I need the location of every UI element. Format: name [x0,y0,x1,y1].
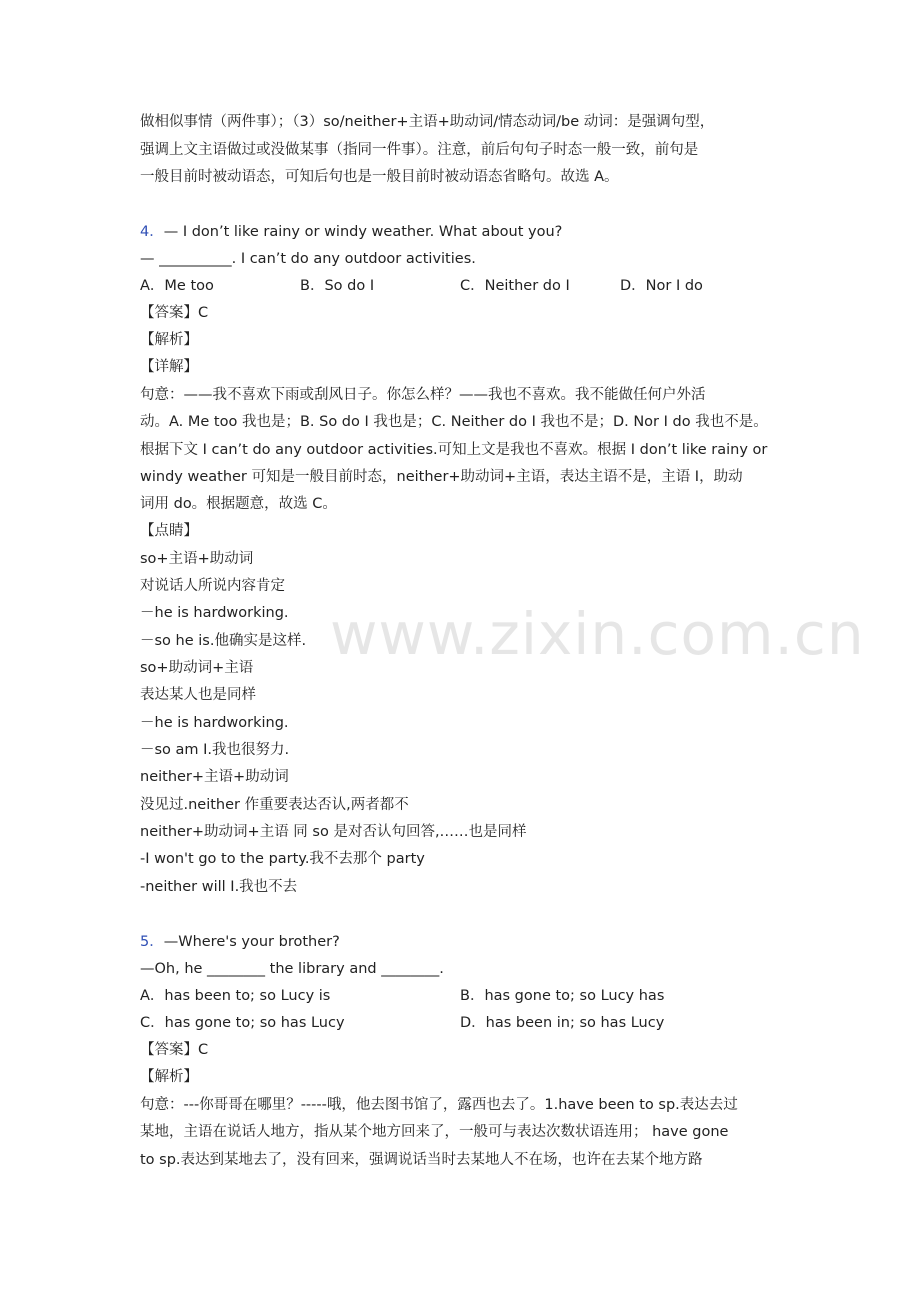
tip-line: -neither will I.我也不去 [140,879,298,895]
detail-line: 句意：——我不喜欢下雨或刮风日子。你怎么样？——我也不喜欢。我不能做任何户外活 [140,387,706,403]
tip-line: 对说话人所说内容肯定 [140,578,285,594]
question-4-line-1 [140,222,562,242]
tip-line: －he is hardworking. [140,605,289,621]
detail-line: 动。A. Me too 我也是；B. So do I 我也是；C. Neither do I 我也不是；D. Nor I do 我也不是。 [140,414,768,430]
tip-line: －so am I.我也很努力. [140,742,290,758]
tip-line: 没见过.neither 作重要表达否认,两者都不 [140,797,409,813]
tip-line: neither+助动词+主语 同 so 是对否认句回答,……也是同样 [140,824,527,840]
detail-line: 根据下文 I can’t do any outdoor activities.可知上文是我也不喜欢。根据 I don’t like rainy or [140,442,768,458]
option-d: D．Nor I do [620,278,703,294]
option-a: A．has been to; so Lucy is [140,988,331,1004]
detail-label: 【详解】 [140,359,198,375]
intro-line: 强调上文主语做过或没做某事（指同一件事）。注意，前后句句子时态一般一致，前句是 [140,142,699,158]
option-d: D．has been in; so has Lucy [460,1015,665,1031]
tip-line: 表达某人也是同样 [140,687,256,703]
analysis-label: 【解析】 [140,1069,198,1085]
option-b: B．has gone to; so Lucy has [460,988,665,1004]
answer-label: 【答案】C [140,1042,209,1058]
tip-line: neither+主语+助动词 [140,769,289,785]
question-5-line-1 [140,932,340,952]
tip-line: -I won't go to the party.我不去那个 party [140,851,425,867]
intro-line: 做相似事情（两件事）；（3）so/neither+主语+助动词/情态动词/be 动词：是强调句型， [140,114,715,130]
tip-line: －so he is.他确实是这样. [140,633,307,649]
question-number: 4． [140,224,164,240]
detail-line: windy weather 可知是一般目前时态，neither+助动词+主语，表达主语不是，主语 I，助动 [140,469,743,485]
question-4-line-2: — __________. I can’t do any outdoor activities. [140,251,476,267]
option-c: C．has gone to; so has Lucy [140,1015,345,1031]
analysis-line: 某地，主语在说话人地方，指从某个地方回来了，一般可与表达次数状语连用； have gone [140,1124,729,1140]
question-text: —Where's your brother? [163,934,340,950]
intro-line: 一般目前时被动语态，可知后句也是一般目前时被动语态省略句。故选 A。 [140,169,619,185]
tip-line: so+主语+助动词 [140,551,254,567]
analysis-line: 句意：---你哥哥在哪里？-----哦，他去图书馆了，露西也去了。1.have been to sp.表达去过 [140,1097,738,1113]
answer-label: 【答案】C [140,305,209,321]
watermark: www.zixin.com.cn [330,600,865,668]
tip-line: －he is hardworking. [140,715,289,731]
analysis-label: 【解析】 [140,332,198,348]
question-5-line-2: —Oh, he ________ the library and ________. [140,961,444,977]
analysis-line: to sp.表达到某地去了，没有回来，强调说话当时去某地人不在场，也许在去某个地方路 [140,1152,703,1168]
tip-line: so+助动词+主语 [140,660,254,676]
question-number: 5． [140,934,164,950]
tip-label: 【点睛】 [140,523,198,539]
option-b: B．So do I [300,278,375,294]
detail-line: 词用 do。根据题意，故选 C。 [140,496,337,512]
question-text: — I don’t like rainy or windy weather. What about you? [163,224,563,240]
option-c: C．Neither do I [460,278,570,294]
option-a: A．Me too [140,278,214,294]
